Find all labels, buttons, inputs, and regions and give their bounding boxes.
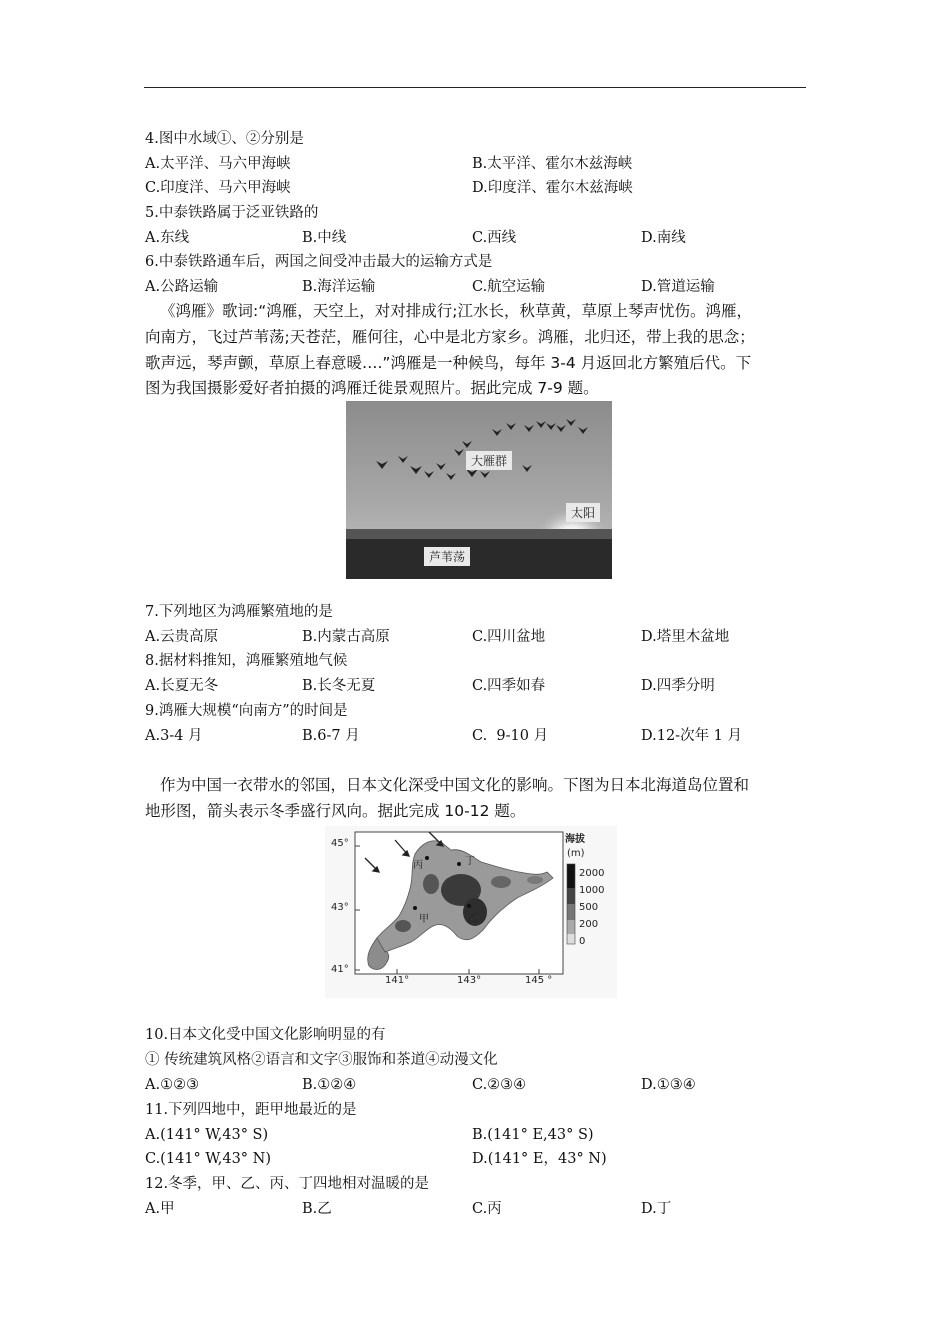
passage1-line-1: 《鸿雁》歌词:“鸿雁，天空上，对对排成行;江水长，秋草黄，草原上琴声忧伤。鸿雁， [160, 302, 752, 320]
q7-option-c: C.四川盆地 [472, 629, 546, 645]
q5-option-b: B.中线 [302, 230, 347, 246]
geese-photo-graphic [346, 401, 612, 579]
place-bing: 丙 [413, 860, 423, 871]
q9-stem: 9.鸿雁大规模“向南方”的时间是 [145, 703, 348, 719]
q4-option-c: C.印度洋、马六甲海峡 [145, 180, 291, 196]
lat-label-43: 43° [331, 902, 349, 913]
q6-option-c: C.航空运输 [472, 279, 546, 295]
q6-option-a: A.公路运输 [145, 279, 219, 295]
q11-option-b: B.(141° E,43° S) [472, 1127, 594, 1143]
q10-sub: ① 传统建筑风格②语言和文字③服饰和茶道④动漫文化 [145, 1052, 498, 1068]
q8-option-d: D.四季分明 [641, 678, 715, 694]
q5-option-a: A.东线 [145, 230, 190, 246]
q7-stem: 7.下列地区为鸿雁繁殖地的是 [145, 604, 333, 620]
passage1-line-4: 图为我国摄影爱好者拍摄的鸿雁迁徙景观照片。据此完成 7-9 题。 [145, 379, 599, 397]
q6-stem: 6.中泰铁路通车后，两国之间受冲击最大的运输方式是 [145, 254, 493, 270]
q9-option-b: B.6-7 月 [302, 728, 360, 744]
geese-migration-photo [346, 401, 612, 579]
lat-label-45: 45° [331, 838, 349, 849]
passage2-line-2: 地形图，箭头表示冬季盛行风向。据此完成 10-12 题。 [145, 802, 526, 820]
q12-stem: 12.冬季，甲、乙、丙、丁四地相对温暖的是 [145, 1176, 430, 1192]
q6-option-b: B.海洋运输 [302, 279, 376, 295]
place-jia: 甲 [419, 914, 429, 925]
q10-option-a: A.①②③ [145, 1077, 200, 1093]
q5-stem: 5.中泰铁路属于泛亚铁路的 [145, 205, 319, 221]
lon-label-141: 141° [385, 975, 410, 986]
q11-option-a: A.(141° W,43° S) [145, 1127, 269, 1143]
legend-value-0: 0 [579, 936, 586, 947]
q8-option-c: C.四季如春 [472, 678, 546, 694]
place-ding: 丁 [465, 856, 475, 867]
legend-title: 海拔 [565, 834, 585, 845]
q11-option-d: D.(141° E，43° N) [472, 1151, 607, 1167]
legend-unit: (m) [567, 848, 585, 859]
lon-label-145: 145 ° [525, 975, 553, 986]
lon-label-143: 143° [457, 975, 482, 986]
q6-option-d: D.管道运输 [641, 279, 715, 295]
q11-stem: 11.下列四地中，距甲地最近的是 [145, 1102, 357, 1118]
q9-option-d: D.12-次年 1 月 [641, 728, 743, 744]
q10-option-b: B.①②④ [302, 1077, 357, 1093]
geese-label: 大雁群 [466, 451, 512, 470]
lat-label-41: 41° [331, 964, 349, 975]
q7-option-d: D.塔里木盆地 [641, 629, 730, 645]
place-yi: 乙 [467, 914, 477, 925]
q7-option-b: B.内蒙古高原 [302, 629, 390, 645]
q9-option-c: C. 9-10 月 [472, 728, 549, 744]
q11-option-c: C.(141° W,43° N) [145, 1151, 272, 1167]
legend-value-2000: 2000 [579, 868, 605, 879]
q4-option-a: A.太平洋、马六甲海峡 [145, 156, 291, 172]
reeds-label: 芦苇荡 [424, 547, 470, 566]
q4-option-d: D.印度洋、霍尔木兹海峡 [472, 180, 633, 196]
q10-option-c: C.②③④ [472, 1077, 527, 1093]
legend-value-500: 500 [579, 902, 599, 913]
q12-option-a: A.甲 [145, 1201, 175, 1217]
q10-option-d: D.①③④ [641, 1077, 696, 1093]
header-rule [144, 87, 806, 88]
q8-option-a: A.长夏无冬 [145, 678, 219, 694]
q9-option-a: A.3-4 月 [145, 728, 203, 744]
passage2-line-1: 作为中国一衣带水的邻国，日本文化深受中国文化的影响。下图为日本北海道岛位置和 [160, 776, 750, 794]
q12-option-d: D.丁 [641, 1201, 672, 1217]
q7-option-a: A.云贵高原 [145, 629, 219, 645]
q12-option-b: B.乙 [302, 1201, 332, 1217]
q8-stem: 8.据材料推知，鸿雁繁殖地气候 [145, 653, 348, 669]
q10-stem: 10.日本文化受中国文化影响明显的有 [145, 1027, 386, 1043]
q12-option-c: C.丙 [472, 1201, 502, 1217]
q5-option-c: C.西线 [472, 230, 517, 246]
q5-option-d: D.南线 [641, 230, 686, 246]
q4-stem: 4.图中水域①、②分别是 [145, 131, 304, 147]
passage1-line-3: 歌声远，琴声颤，草原上春意暖….”鸿雁是一种候鸟，每年 3-4 月返回北方繁殖后代。下 [145, 354, 752, 372]
hokkaido-terrain-map [325, 826, 617, 998]
legend-value-200: 200 [579, 919, 599, 930]
sun-label: 太阳 [566, 503, 600, 522]
legend-value-1000: 1000 [579, 885, 605, 896]
q8-option-b: B.长冬无夏 [302, 678, 376, 694]
passage1-line-2: 向南方，飞过芦苇荡;天苍茫，雁何往，心中是北方家乡。鸿雁，北归还，带上我的思念； [145, 328, 755, 346]
q4-option-b: B.太平洋、霍尔木兹海峡 [472, 156, 633, 172]
